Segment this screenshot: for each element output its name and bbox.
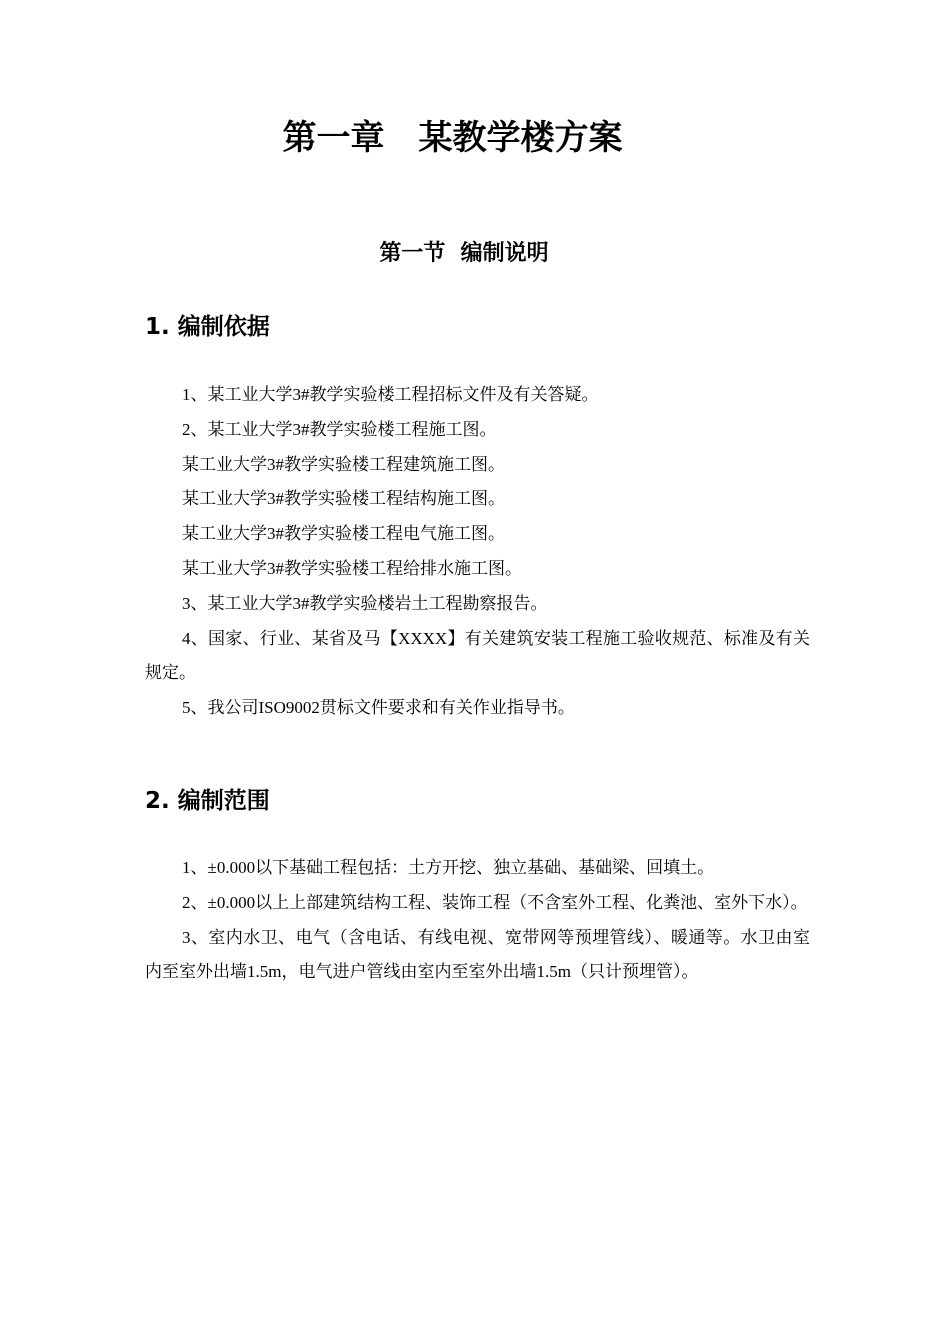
basis-item: 某工业大学3#教学实验楼工程电气施工图。	[182, 524, 505, 544]
scope-item: 3、室内水卫、电气（含电话、有线电视、宽带网等预埋管线）、暖通等。水卫由室内至室外出墙1.5m，电气进户管线由室内至室外出墙1.5m（只计预埋管）。	[145, 927, 810, 982]
basis-item: 某工业大学3#教学实验楼工程建筑施工图。	[182, 454, 505, 474]
scope-list	[145, 851, 810, 990]
basis-item: 某工业大学3#教学实验楼工程结构施工图。	[182, 489, 505, 509]
scope-heading: 2. 编制范围	[145, 788, 270, 814]
basis-item: 1、某工业大学3#教学实验楼工程招标文件及有关答疑。	[182, 385, 599, 404]
basis-item: 2、某工业大学3#教学实验楼工程施工图。	[182, 419, 497, 439]
basis-heading: 1. 编制依据	[145, 314, 270, 340]
scope-item: 2、±0.000以上上部建筑结构工程、装饰工程（不含室外工程、化粪池、室外下水）。	[182, 892, 808, 912]
basis-item: 3、某工业大学3#教学实验楼岩土工程勘察报告。	[182, 593, 548, 613]
basis-item: 5、我公司ISO9002贯标文件要求和有关作业指导书。	[182, 698, 575, 718]
section-title: 第一节 编制说明	[379, 241, 549, 266]
basis-item: 4、国家、行业、某省及马【XXXX】有关建筑安装工程施工验收规范、标准及有关规定。	[145, 628, 810, 683]
chapter-title: 第一章 某教学楼方案	[282, 118, 623, 158]
basis-item: 某工业大学3#教学实验楼工程给排水施工图。	[182, 558, 522, 578]
scope-item: 1、±0.000以下基础工程包括：土方开挖、独立基础、基础梁、回填土。	[182, 858, 715, 877]
basis-list	[145, 378, 810, 726]
